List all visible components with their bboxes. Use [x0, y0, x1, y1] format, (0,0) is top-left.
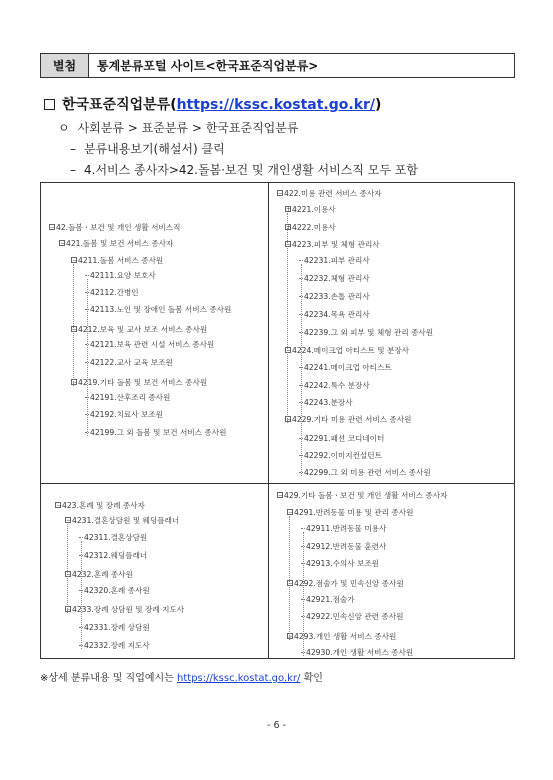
collapse-icon[interactable]: − [66, 517, 72, 524]
tree-node[interactable] [299, 310, 370, 320]
tree-node-label: 42311.결혼상담원 [84, 533, 148, 542]
tree-node-label: 42241.메이크업 아티스트 [304, 363, 392, 372]
tree-node-label: 42911.반려동물 미용사 [306, 524, 387, 533]
tree-node[interactable] [79, 641, 150, 651]
tree-guide-line [289, 516, 290, 640]
path-line: ㅇ 사회분류 > 표준분류 > 한국표준직업분류 [58, 121, 299, 135]
collapse-icon[interactable]: − [56, 502, 62, 509]
tree-node[interactable] [79, 551, 147, 561]
tree-node-label: 42121.보육 관련 시설 서비스 종사원 [90, 340, 215, 349]
tree-node-label: 42292.이미지컨설턴트 [304, 451, 382, 460]
tree-guide-line [301, 264, 302, 476]
tree-node[interactable] [301, 612, 403, 622]
tree-node[interactable] [85, 428, 226, 438]
tree-node[interactable] [85, 340, 214, 350]
tree-node-label: 42922.민속신앙 관련 종사원 [306, 612, 404, 621]
tree-node[interactable] [85, 305, 231, 315]
tree-node-label: 4222.미용사 [292, 223, 336, 232]
tree-node[interactable] [71, 378, 207, 388]
tree-node[interactable] [65, 605, 184, 615]
tree-node-label: 4233.장례 상담원 및 장례 지도사 [72, 605, 185, 614]
tree-node-label: 42199.그 외 돌봄 및 보건 서비스 종사원 [90, 428, 227, 437]
tree-node[interactable] [59, 239, 173, 249]
collapse-icon[interactable]: − [72, 326, 78, 333]
tree-node-label: 4211.돌봄 서비스 종사원 [78, 256, 164, 265]
footnote-link[interactable]: https://kssc.kostat.go.kr/ [177, 673, 301, 684]
tree-node-label: 422.미용 관련 서비스 종사자 [284, 189, 382, 198]
checkbox-square-icon [44, 99, 55, 110]
tree-node[interactable] [299, 363, 392, 373]
tree-guide-line [73, 264, 74, 386]
instruction-line: – 분류내용보기(해설서) 클릭 [70, 142, 225, 156]
tree-node-label: 4293.개인 생활 서비스 종사원 [294, 632, 397, 641]
tree-node-label: 4292.점술가 및 민속신앙 종사원 [294, 579, 404, 588]
tree-node[interactable] [49, 223, 180, 233]
tree-node[interactable] [301, 524, 386, 534]
tree-node-label: 4224.메이크업 아티스트 및 분장사 [292, 346, 410, 355]
tree-node-label: 4219.기타 돌봄 및 보건 서비스 종사원 [78, 378, 208, 387]
attachment-tag: 별첨 [41, 54, 89, 77]
tree-guide-line [287, 213, 288, 423]
tree-node-label: 42232.체형 관리사 [304, 274, 370, 283]
tree-node[interactable] [71, 325, 207, 335]
tree-guide-line [303, 532, 304, 656]
tree-node-label: 42234.목욕 관리사 [304, 310, 370, 319]
attachment-header [40, 53, 515, 78]
collapse-icon[interactable]: − [286, 347, 292, 354]
kssc-link[interactable]: https://kssc.kostat.go.kr/ [176, 97, 376, 113]
tree-node-label: 42243.분장사 [304, 398, 353, 407]
tree-node-label: 42112.간병인 [90, 288, 139, 297]
classification-table [40, 182, 515, 659]
tree-node-label: 4291.반려동물 미용 및 관리 종사원 [294, 508, 414, 517]
tree-node-label: 4231.결혼상담원 및 웨딩플래너 [72, 516, 180, 525]
collapse-icon[interactable]: − [72, 257, 78, 264]
tree-node-label: 42291.패션 코디네이터 [304, 434, 385, 443]
collapse-icon[interactable]: − [288, 633, 294, 640]
tree-node-label: 4221.이용사 [292, 205, 336, 214]
collapse-icon[interactable]: − [66, 571, 72, 578]
table-horizontal-divider [41, 483, 514, 484]
tree-node[interactable] [79, 533, 147, 543]
tree-node-label: 42233.손톱 관리사 [304, 292, 370, 301]
tree-guide-line [81, 541, 82, 649]
tree-node[interactable] [285, 415, 411, 425]
tree-node-label: 4229.기타 미용 관련 서비스 종사원 [292, 415, 412, 424]
tree-node[interactable] [301, 595, 355, 605]
tree-connector-icon [299, 260, 303, 261]
tree-node[interactable] [79, 623, 150, 633]
tree-node[interactable] [299, 451, 382, 461]
tree-node[interactable] [299, 256, 370, 266]
tree-node-label: 42921.점술가 [306, 595, 355, 604]
tree-node[interactable] [65, 570, 133, 580]
tree-node[interactable] [301, 542, 386, 552]
tree-node-label: 42111.요양 보호사 [90, 271, 156, 280]
table-vertical-divider [268, 183, 269, 658]
tree-node[interactable] [299, 274, 370, 284]
tree-node[interactable] [299, 434, 384, 444]
collapse-icon[interactable]: − [278, 492, 284, 499]
tree-node-label: 42913.수의사 보조원 [306, 559, 379, 568]
attachment-title: 통계분류포털 사이트<한국표준직업분류> [97, 59, 319, 73]
tree-node[interactable] [85, 271, 156, 281]
tree-connector-icon [79, 537, 83, 538]
tree-node[interactable] [85, 358, 173, 368]
collapse-icon[interactable]: − [288, 509, 294, 516]
tree-node-label: 42192.치료사 보조원 [90, 410, 163, 419]
tree-node[interactable] [287, 508, 413, 518]
tree-node[interactable] [277, 491, 447, 501]
expand-icon[interactable]: + [286, 224, 292, 231]
tree-node-label: 42242.특수 분장사 [304, 381, 370, 390]
tree-node-label: 42912.반려동물 훈련사 [306, 542, 387, 551]
tree-node[interactable] [301, 648, 413, 658]
tree-node-label: 42231.피부 관리사 [304, 256, 370, 265]
tree-node[interactable] [287, 579, 404, 589]
tree-node[interactable] [277, 189, 382, 199]
tree-node-label: 4223.피부 및 체형 관리사 [292, 240, 380, 249]
expand-icon[interactable]: + [286, 206, 292, 213]
tree-node[interactable] [301, 559, 379, 569]
tree-node-label: 42331.장례 상담원 [84, 623, 150, 632]
tree-node[interactable] [79, 586, 150, 596]
collapse-icon[interactable]: − [286, 416, 292, 423]
tree-node-label: 429.기타 돌봄ㆍ보건 및 개인 생활 서비스 종사자 [284, 491, 448, 500]
tree-connector-icon [301, 528, 305, 529]
tree-node-label: 42191.산후조리 종사원 [90, 393, 171, 402]
tree-node-label: 42.돌봄ㆍ보건 및 개인 생활 서비스직 [56, 223, 181, 232]
tree-node[interactable] [285, 223, 336, 233]
tree-node[interactable] [285, 346, 409, 356]
page-number: - 6 - [267, 720, 286, 731]
tree-node[interactable] [285, 240, 380, 250]
tree-node-label: 42332.장례 지도사 [84, 641, 150, 650]
tree-node-label: 42312.웨딩플래너 [84, 551, 148, 560]
tree-node-label: 42122.교사 교육 보조원 [90, 358, 173, 367]
scope-line: – 4.서비스 종사자>42.돌봄·보건 및 개인생활 서비스직 모두 포함 [70, 163, 418, 177]
collapse-icon[interactable]: − [286, 241, 292, 248]
tree-node-label: 4212.보육 및 교사 보조 서비스 종사원 [78, 325, 208, 334]
tree-node-label: 42239.그 외 피부 및 체형 관리 종사원 [304, 328, 434, 337]
tree-node-label: 4232.혼례 종사원 [72, 570, 133, 579]
collapse-icon[interactable]: − [66, 606, 72, 613]
tree-node-label: 42930.개인 생활 서비스 종사원 [306, 648, 414, 657]
tree-node-label: 42113.노인 및 장애인 돌봄 서비스 종사원 [90, 305, 232, 314]
tree-guide-line [67, 524, 68, 613]
collapse-icon[interactable]: − [288, 580, 294, 587]
tree-connector-icon [85, 275, 89, 276]
collapse-icon[interactable]: − [278, 190, 284, 197]
footnote: ※상세 분류내용 및 직업예시는 https://kssc.kostat.go.kr/ 확인 [40, 673, 323, 684]
tree-node[interactable] [71, 256, 163, 266]
section-title: 한국표준직업분류(https://kssc.kostat.go.kr/) [44, 94, 381, 114]
tree-node[interactable] [55, 501, 145, 511]
tree-node[interactable] [299, 381, 370, 391]
tree-node[interactable] [85, 393, 170, 403]
collapse-icon[interactable]: − [50, 224, 56, 231]
tree-node-label: 42320.혼례 종사원 [84, 586, 150, 595]
tree-node[interactable] [299, 398, 353, 408]
tree-node[interactable] [299, 468, 431, 478]
tree-node[interactable] [299, 328, 433, 338]
tree-node[interactable] [299, 292, 370, 302]
tree-node[interactable] [65, 516, 179, 526]
collapse-icon[interactable]: − [72, 379, 78, 386]
tree-node-label: 421.돌봄 및 보건 서비스 종사자 [66, 239, 174, 248]
tree-node-label: 423.혼례 및 장례 종사자 [62, 501, 145, 510]
tree-node[interactable] [85, 410, 163, 420]
tree-node[interactable] [85, 288, 139, 298]
tree-node[interactable] [285, 205, 336, 215]
collapse-icon[interactable]: − [60, 240, 66, 247]
tree-guide-line [87, 279, 88, 436]
tree-node-label: 42299.그 외 미용 관련 서비스 종사원 [304, 468, 431, 477]
